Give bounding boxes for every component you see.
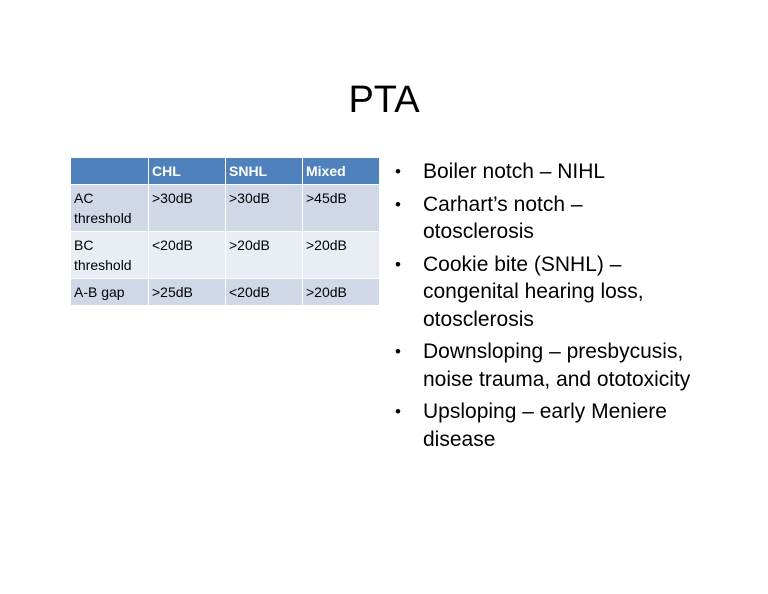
table-header-row bbox=[71, 158, 380, 185]
list-item bbox=[395, 338, 695, 393]
table-cell: >30dB bbox=[149, 185, 226, 232]
bullet-icon: • bbox=[395, 194, 401, 214]
list-item-text: Boiler notch – NIHL bbox=[423, 160, 606, 183]
bullet-list bbox=[395, 158, 695, 458]
table-cell: <20dB bbox=[226, 279, 303, 306]
list-item bbox=[395, 251, 695, 334]
table-cell: >25dB bbox=[149, 279, 226, 306]
table-cell: >20dB bbox=[303, 232, 380, 279]
bullet-icon: • bbox=[395, 254, 401, 274]
list-item-text: Cookie bite (SNHL) – congenital hearing loss, otosclerosis bbox=[423, 252, 644, 331]
table-cell: <20dB bbox=[149, 232, 226, 279]
bullet-icon: • bbox=[395, 162, 401, 181]
list-item-text: Downsloping – presbycusis, noise trauma, and ototoxicity bbox=[423, 340, 691, 391]
list-item bbox=[395, 158, 695, 186]
table-cell: >20dB bbox=[303, 279, 380, 306]
list-item bbox=[395, 398, 695, 453]
list-item bbox=[395, 191, 695, 246]
table-row bbox=[71, 232, 380, 279]
bullet-icon: • bbox=[395, 342, 401, 361]
table-cell-label: AC threshold bbox=[71, 185, 149, 232]
table-header-cell: SNHL bbox=[226, 158, 303, 185]
table-row bbox=[71, 185, 380, 232]
table-cell: >30dB bbox=[226, 185, 303, 232]
table-header-cell: Mixed bbox=[303, 158, 380, 185]
slide-title: PTA bbox=[348, 79, 420, 121]
table-header-cell: CHL bbox=[149, 158, 226, 185]
table-header-cell bbox=[71, 158, 149, 185]
bullet-icon: • bbox=[395, 402, 401, 421]
list-item-text: Carhart’s notch – otosclerosis bbox=[423, 192, 583, 243]
table-cell: >20dB bbox=[226, 232, 303, 279]
table-cell: >45dB bbox=[303, 185, 380, 232]
table-cell-label: A-B gap bbox=[71, 279, 149, 306]
table-row bbox=[71, 279, 380, 306]
table-cell-label: BC threshold bbox=[71, 232, 149, 279]
list-item-text: Upsloping – early Meniere disease bbox=[423, 400, 667, 451]
pta-table bbox=[70, 157, 380, 306]
